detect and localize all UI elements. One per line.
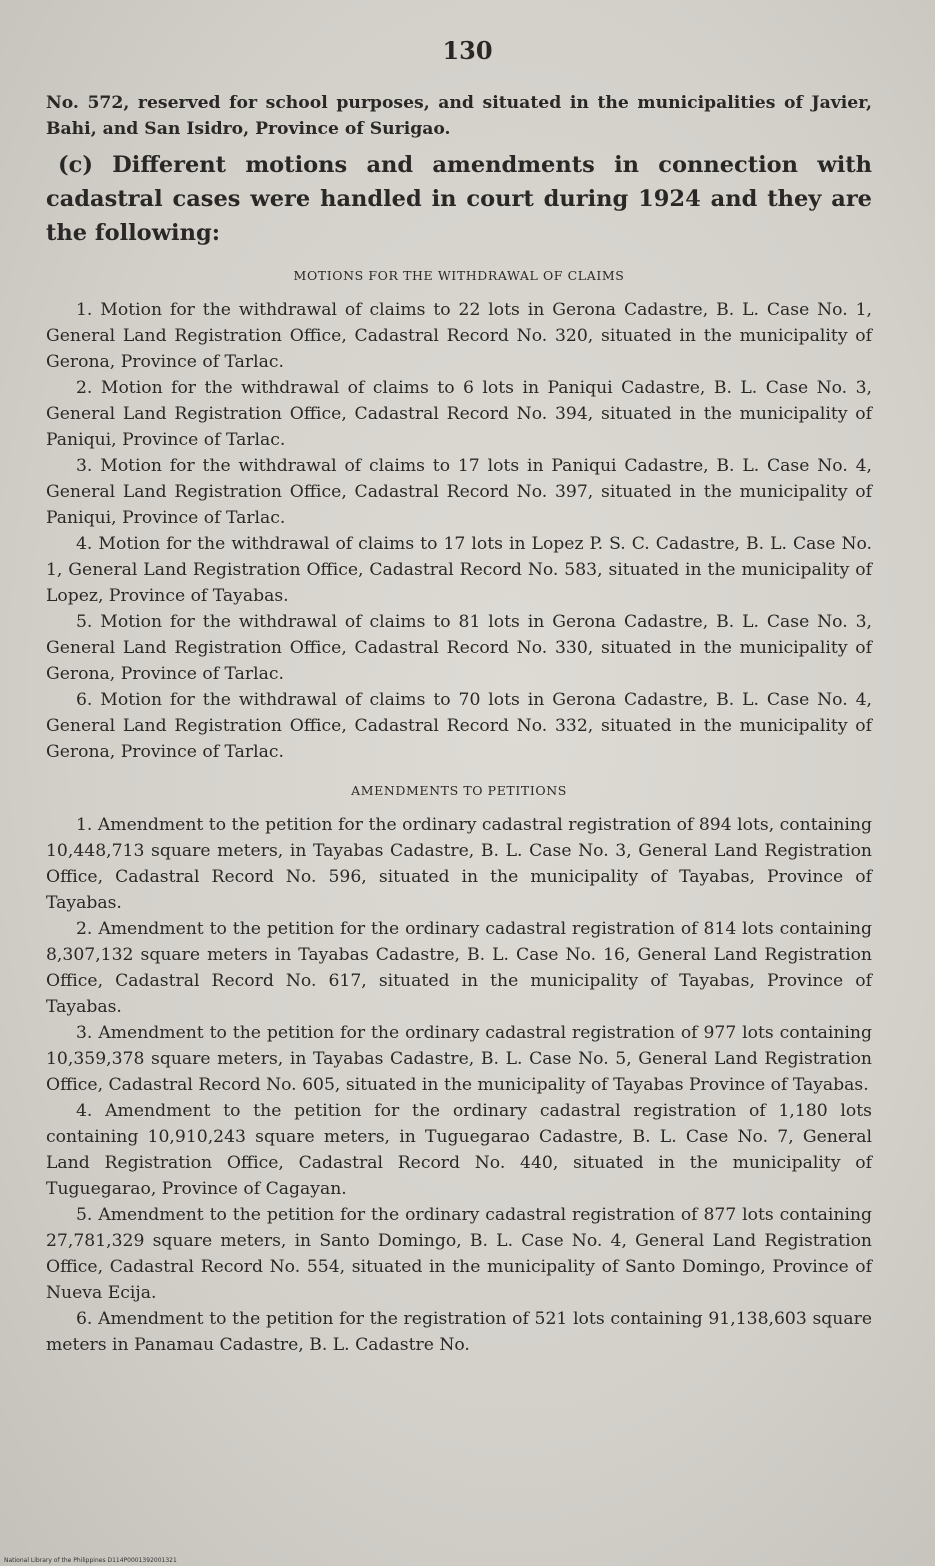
lead-paragraph: (c) Different motions and amendments in connection with cadastral cases were handled in court during 1924 and they are the following: [46,152,872,246]
intro-paragraph: No. 572, reserved for school purposes, and situated in the municipalities of Javier, Bahi, and San Isidro, Province of Surigao. [46,93,872,139]
motion-item: 2. Motion for the withdrawal of claims to 6 lots in Paniqui Cadastre, B. L. Case No. 3, General Land Registration Office, Cadastral Record No. 394, situated in the municipality of Paniqui, Province of Tarlac. [46,378,872,450]
amendment-item: 2. Amendment to the petition for the ordinary cadastral registration of 814 lots containing 8,307,132 square meters in Tayabas Cadastre, B. L. Case No. 16, General Land Registration Office, Cadastral Record No. 617, situated in the municipality of Tayabas, Province of Tayabas. [46,919,872,1017]
amendments-heading: AMENDMENTS TO PETITIONS [351,783,567,798]
motion-item: 5. Motion for the withdrawal of claims to 81 lots in Gerona Cadastre, B. L. Case No. 3, General Land Registration Office, Cadastral Record No. 330, situated in the municipality of Gerona, Province of Tarlac. [46,612,872,684]
amendment-item: 4. Amendment to the petition for the ordinary cadastral registration of 1,180 lots containing 10,910,243 square meters, in Tuguegarao Cadastre, B. L. Case No. 7, General Land Registration Office, Cadastral Record No. 440, situated in the municipality of Tuguegarao, Province of Cagayan. [46,1101,872,1199]
amendment-item: 1. Amendment to the petition for the ordinary cadastral registration of 894 lots, containing 10,448,713 square meters, in Tayabas Cadastre, B. L. Case No. 3, General Land Registration Office, Cadastral Record No. 596, situated in the municipality of Tayabas, Province of Tayabas. [46,815,872,913]
page-body [46,90,872,1358]
motion-item: 3. Motion for the withdrawal of claims to 17 lots in Paniqui Cadastre, B. L. Case No. 4, General Land Registration Office, Cadastral Record No. 397, situated in the municipality of Paniqui, Province of Tarlac. [46,456,872,528]
motion-item: 6. Motion for the withdrawal of claims to 70 lots in Gerona Cadastre, B. L. Case No. 4, General Land Registration Office, Cadastral Record No. 332, situated in the municipality of Gerona, Province of Tarlac. [46,690,872,762]
archive-footer: National Library of the Philippines D114P0001392001321 [4,1557,177,1564]
amendment-item: 6. Amendment to the petition for the registration of 521 lots containing 91,138,603 square meters in Panamau Cadastre, B. L. Cadastre No. [46,1309,872,1355]
amendments-list [46,812,872,1358]
amendment-item: 3. Amendment to the petition for the ordinary cadastral registration of 977 lots containing 10,359,378 square meters, in Tayabas Cadastre, B. L. Case No. 5, General Land Registration Office, Cadastral Record No. 605, situated in the municipality of Tayabas Province of Tayabas. [46,1023,872,1095]
motion-item: 4. Motion for the withdrawal of claims to 17 lots in Lopez P. S. C. Cadastre, B. L. Case No. 1, General Land Registration Office, Cadastral Record No. 583, situated in the municipality of Lopez, Province of Tayabas. [46,534,872,606]
motion-item: 1. Motion for the withdrawal of claims to 22 lots in Gerona Cadastre, B. L. Case No. 1, General Land Registration Office, Cadastral Record No. 320, situated in the municipality of Gerona, Province of Tarlac. [46,300,872,372]
page-number: 130 [442,36,493,65]
amendment-item: 5. Amendment to the petition for the ordinary cadastral registration of 877 lots containing 27,781,329 square meters, in Santo Domingo, B. L. Case No. 4, General Land Registration Office, Cadastral Record No. 554, situated in the municipality of Santo Domingo, Province of Nueva Ecija. [46,1205,872,1303]
motions-list [46,297,872,765]
motions-heading: MOTIONS FOR THE WITHDRAWAL OF CLAIMS [293,268,625,283]
